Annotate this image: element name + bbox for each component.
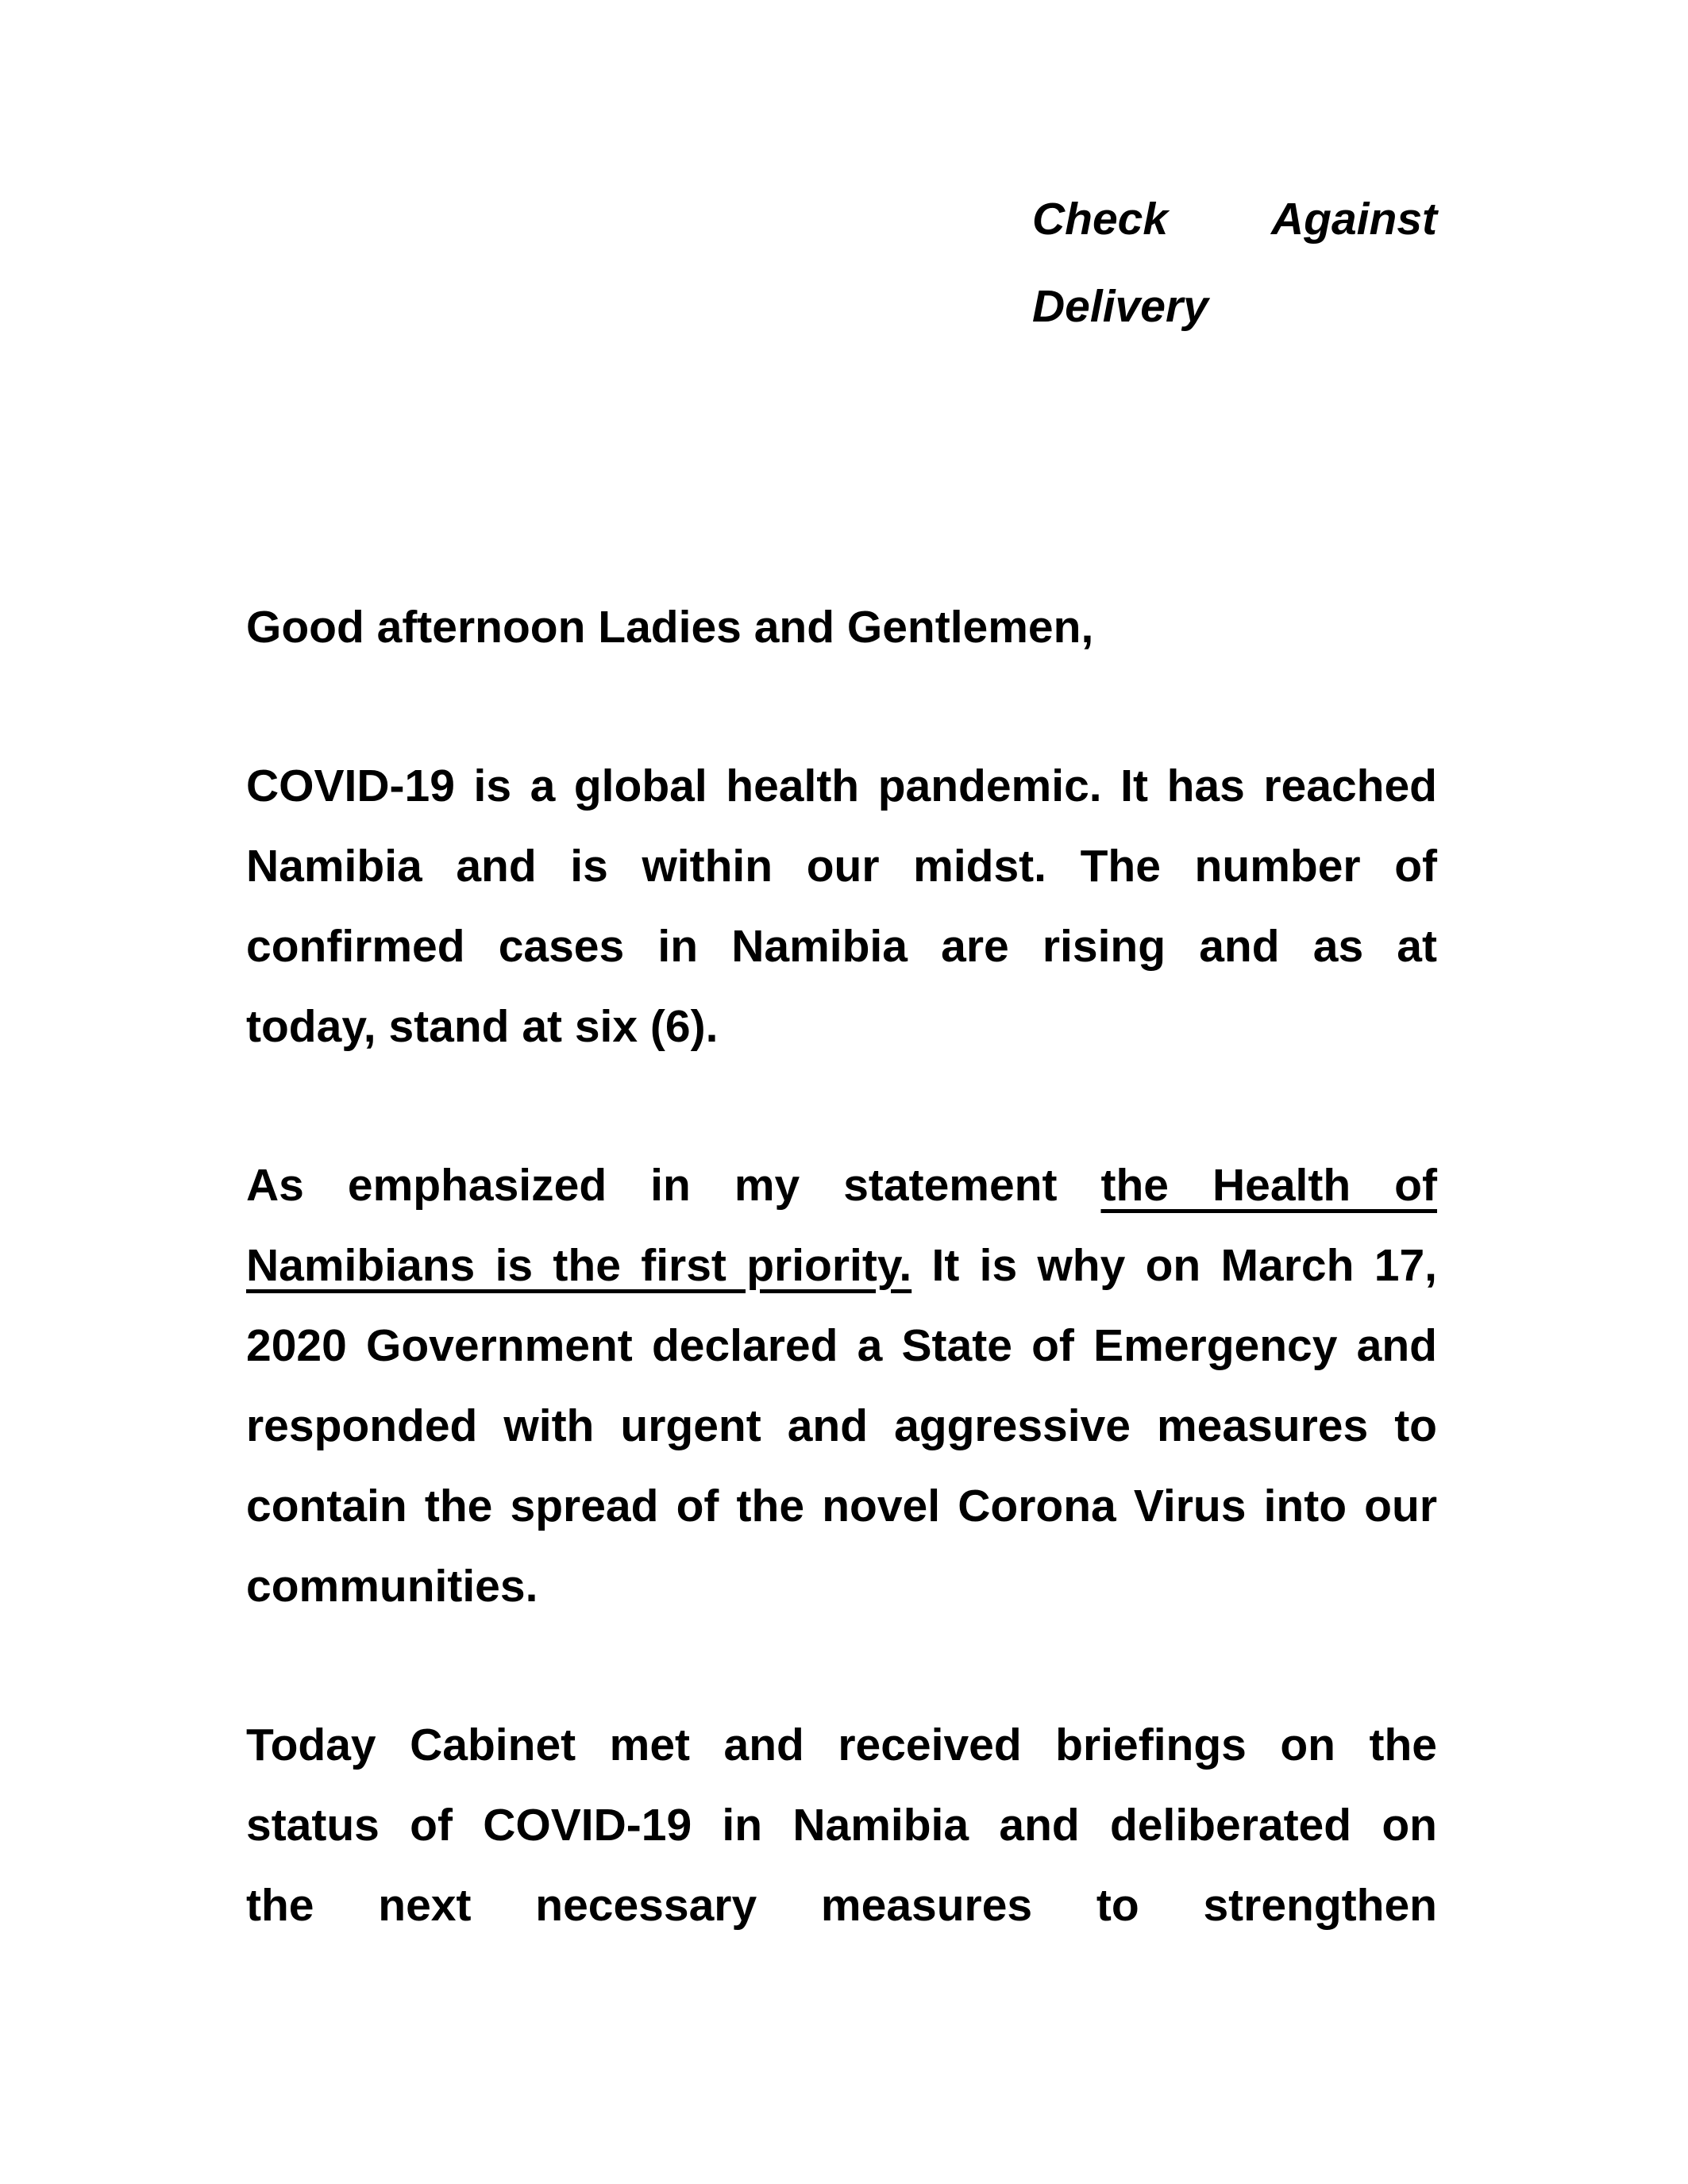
paragraph-cabinet-briefing <box>246 1705 1437 1946</box>
text-segment: Good afternoon Ladies and Gentlemen, <box>246 602 1094 653</box>
text-line <box>246 1866 1437 1946</box>
text-line <box>246 1705 1437 1785</box>
text-line <box>246 1226 1437 1306</box>
check-against-delivery-note <box>1032 175 1437 350</box>
text-segment: COVID-19 is a global health pandemic. It has reached <box>246 761 1437 811</box>
text-segment: today, stand at six (6). <box>246 1001 719 1052</box>
text-segment: Today Cabinet met and received briefings on the <box>246 1720 1437 1770</box>
text-segment: Namibia and is within our midst. The number of <box>246 841 1437 892</box>
text-line <box>246 1146 1437 1226</box>
underlined-text-segment: the Health of <box>1100 1160 1437 1211</box>
text-line <box>246 587 1437 668</box>
header-line-1: Check Against <box>1032 194 1437 245</box>
text-segment: responded with urgent and aggressive measures to <box>246 1400 1437 1451</box>
text-segment: status of COVID-19 in Namibia and deliberated on <box>246 1800 1437 1851</box>
text-segment: contain the spread of the novel Corona Virus into our <box>246 1481 1437 1531</box>
text-segment: confirmed cases in Namibia are rising and as at <box>246 921 1437 972</box>
text-line <box>246 1306 1437 1386</box>
paragraph-health-priority <box>246 1146 1437 1627</box>
paragraph-greeting <box>246 587 1437 668</box>
text-line <box>246 907 1437 987</box>
underlined-text-segment: Namibians is the first priority. <box>246 1240 912 1291</box>
document-body <box>246 587 1437 1946</box>
header-line-2: Delivery <box>1032 281 1208 332</box>
text-line <box>246 1386 1437 1466</box>
text-segment: 2020 Government declared a State of Emergency and <box>246 1320 1437 1371</box>
text-line <box>246 1547 1437 1627</box>
document-content <box>246 175 1437 1946</box>
text-line <box>246 746 1437 826</box>
text-line <box>246 1466 1437 1547</box>
text-segment: the next necessary measures to strengthen <box>246 1880 1437 1931</box>
text-segment: It is why on March 17, <box>911 1240 1437 1291</box>
text-line <box>246 987 1437 1067</box>
paragraph-covid-status <box>246 746 1437 1067</box>
text-segment: As emphasized in my statement <box>246 1160 1101 1211</box>
text-segment: communities. <box>246 1561 538 1612</box>
text-line <box>246 826 1437 907</box>
text-line <box>246 1785 1437 1866</box>
